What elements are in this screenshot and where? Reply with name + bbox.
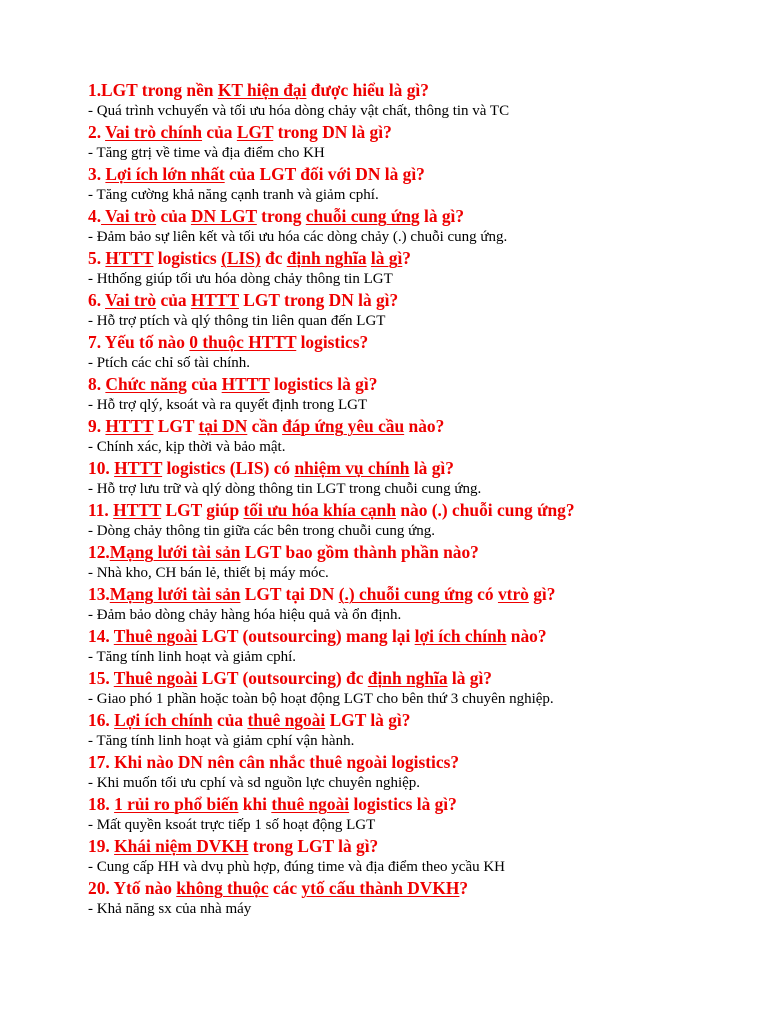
question-segment: 6.: [88, 290, 106, 310]
question: [88, 289, 728, 312]
question-underlined-segment: là gì: [370, 248, 403, 268]
question-underlined-segment: Chức năng: [105, 374, 187, 394]
question-segment: trong LGT là gì?: [248, 836, 379, 856]
answer: - Tăng gtrị về time và địa điểm cho KH: [88, 145, 325, 161]
question-underlined-segment: Thuê ngoài: [113, 626, 198, 646]
question-segment: 14.: [88, 626, 114, 646]
question: [88, 667, 728, 690]
qa-item: [88, 499, 728, 541]
question-segment: là gì?: [447, 668, 492, 688]
question-segment: 20. Ytố nào: [88, 878, 177, 898]
question-segment: logistics?: [296, 332, 369, 352]
answer: - Tăng cường khả năng cạnh tranh và giảm cphí.: [88, 187, 379, 203]
question-underlined-segment: Vai trò chính: [105, 122, 203, 142]
question-segment: của: [156, 290, 191, 310]
question: [88, 499, 728, 522]
question: [88, 79, 728, 102]
question-underlined-segment: thuê ngoài: [271, 794, 350, 814]
question-underlined-segment: HTTT: [113, 500, 162, 520]
answer: - Nhà kho, CH bán lẻ, thiết bị máy móc.: [88, 565, 329, 581]
question-underlined-segment: (.) chuỗi cung ứng: [338, 584, 473, 604]
question: [88, 415, 728, 438]
question-segment: 15.: [88, 668, 114, 688]
question: [88, 205, 728, 228]
question-underlined-segment: Vai trò: [101, 206, 157, 226]
question-segment: logistics là gì?: [349, 794, 457, 814]
answer: - Hthống giúp tối ưu hóa dòng chảy thông tin LGT: [88, 271, 393, 287]
qa-item: [88, 79, 728, 121]
question-segment: của: [202, 122, 237, 142]
qa-item: [88, 793, 728, 835]
question-underlined-segment: HTTT: [221, 374, 270, 394]
question-segment: nào?: [404, 416, 445, 436]
answer: - Chính xác, kịp thời và bảo mật.: [88, 439, 286, 455]
answer: - Hỗ trợ qlý, ksoát và ra quyết định trong LGT: [88, 397, 368, 413]
question-underlined-segment: tối ưu hóa khía cạnh: [243, 500, 396, 520]
question-segment: nào?: [506, 626, 547, 646]
qa-item: [88, 289, 728, 331]
question-segment: là gì?: [409, 458, 454, 478]
question-underlined-segment: lợi ích chính: [414, 626, 507, 646]
question-underlined-segment: Mạng lưới tài sản: [109, 584, 241, 604]
qa-item: [88, 205, 728, 247]
question: [88, 247, 728, 270]
question: [88, 793, 728, 816]
question-segment: nào (.) chuỗi cung ứng?: [396, 500, 575, 520]
qa-item: [88, 415, 728, 457]
qa-item: [88, 625, 728, 667]
question-underlined-segment: HTTT: [114, 458, 163, 478]
question-segment: 7. Yếu tố nào: [88, 332, 190, 352]
question-segment: các: [268, 878, 302, 898]
qa-item: [88, 709, 728, 751]
qa-item: [88, 877, 728, 919]
question-underlined-segment: ytố cấu thành DVKH: [301, 878, 460, 898]
question-segment: 13.: [88, 584, 110, 604]
qa-item: [88, 121, 728, 163]
question-segment: logistics là gì?: [269, 374, 378, 394]
question: [88, 121, 728, 144]
question-segment: có: [472, 584, 498, 604]
question: [88, 625, 728, 648]
qa-item: [88, 583, 728, 625]
qa-item: [88, 751, 728, 793]
answer: - Tăng tính linh hoạt và giảm cphí vận hành.: [88, 733, 355, 749]
question-underlined-segment: (LIS): [221, 248, 261, 268]
question-underlined-segment: Khái niệm DVKH: [114, 836, 249, 856]
question: [88, 583, 728, 606]
qa-list: [88, 79, 728, 919]
answer: - Giao phó 1 phần hoặc toàn bộ hoạt động LGT cho bên thứ 3 chuyên nghiệp.: [88, 691, 554, 707]
qa-item: [88, 163, 728, 205]
question-underlined-segment: vtrò: [497, 584, 529, 604]
question-segment: của LGT đối với DN là gì?: [224, 164, 425, 184]
question-underlined-segment: định nghĩa: [367, 668, 448, 688]
question: [88, 541, 728, 564]
question-segment: gì?: [528, 584, 556, 604]
question-underlined-segment: 1 rủi ro phổ biến: [114, 794, 239, 814]
question-underlined-segment: chuỗi cung ứng: [305, 206, 420, 226]
question-segment: 2.: [88, 122, 106, 142]
question: [88, 457, 728, 480]
question-segment: 11.: [88, 500, 114, 520]
question-segment: 16.: [88, 710, 115, 730]
question-underlined-segment: Lợi ích chính: [114, 710, 213, 730]
question-segment: 5.: [88, 248, 106, 268]
question-segment: 10.: [88, 458, 115, 478]
question-underlined-segment: không thuộc: [176, 878, 269, 898]
question: [88, 163, 728, 186]
question-segment: 19.: [88, 836, 115, 856]
qa-item: [88, 331, 728, 373]
answer: - Mất quyền ksoát trực tiếp 1 số hoạt động LGT: [88, 817, 376, 833]
answer: - Khi muốn tối ưu cphí và sd nguồn lực chuyên nghiệp.: [88, 775, 421, 791]
answer: - Đảm bảo dòng chảy hàng hóa hiệu quả và ổn định.: [88, 607, 402, 623]
answer: - Ptích các chỉ số tài chính.: [88, 355, 251, 371]
qa-item: [88, 247, 728, 289]
question-segment: được hiểu là gì?: [306, 80, 429, 100]
question-segment: logistics: [153, 248, 222, 268]
answer: - Dòng chảy thông tin giữa các bên trong chuỗi cung ứng.: [88, 523, 436, 539]
question-segment: 8.: [88, 374, 106, 394]
question-underlined-segment: LGT: [236, 122, 274, 142]
question-underlined-segment: DN LGT: [190, 206, 257, 226]
qa-item: [88, 835, 728, 877]
question-underlined-segment: Lợi ích lớn nhất: [105, 164, 225, 184]
question-underlined-segment: HTTT: [105, 416, 154, 436]
question: [88, 835, 728, 858]
question-segment: của: [212, 710, 248, 730]
qa-item: [88, 373, 728, 415]
question-segment: 18.: [88, 794, 115, 814]
question-segment: LGT tại DN: [240, 584, 339, 604]
question-segment: LGT là gì?: [325, 710, 411, 730]
question-underlined-segment: tại DN: [198, 416, 248, 436]
question-segment: 17. Khi nào DN nên cân nhắc thuê ngoài logistics?: [88, 752, 460, 772]
question-segment: trong DN là gì?: [273, 122, 392, 142]
question-segment: 4.: [88, 206, 102, 226]
question-segment: LGT trong DN là gì?: [238, 290, 399, 310]
answer: - Hỗ trợ ptích và qlý thông tin liên quan đến LGT: [88, 313, 386, 329]
question-segment: của: [156, 206, 191, 226]
question-underlined-segment: nhiệm vụ chính: [294, 458, 410, 478]
question-underlined-segment: đáp ứng yêu cầu: [282, 416, 405, 436]
qa-item: [88, 667, 728, 709]
question-segment: LGT: [153, 416, 199, 436]
answer: - Quá trình vchuyển và tối ưu hóa dòng chảy vật chất, thông tin và TC: [88, 103, 510, 119]
question-segment: LGT bao gồm thành phần nào?: [240, 542, 479, 562]
question-underlined-segment: HTTT: [105, 248, 154, 268]
question: [88, 877, 728, 900]
question-segment: cần: [247, 416, 283, 436]
question-segment: khi: [238, 794, 272, 814]
qa-item: [88, 541, 728, 583]
answer: - Cung cấp HH và dvụ phù hợp, đúng time và địa điểm theo ycầu KH: [88, 859, 506, 875]
question: [88, 331, 728, 354]
question-segment: 12.: [88, 542, 110, 562]
question: [88, 373, 728, 396]
answer: - Đảm bảo sự liên kết và tối ưu hóa các dòng chảy (.) chuỗi cung ứng.: [88, 229, 508, 245]
question-segment: LGT (outsourcing) đc: [197, 668, 368, 688]
answer: - Hỗ trợ lưu trữ và qlý dòng thông tin LGT trong chuỗi cung ứng.: [88, 481, 482, 497]
qa-item: [88, 457, 728, 499]
question-segment: của: [186, 374, 222, 394]
question-underlined-segment: HTTT: [190, 290, 239, 310]
question-underlined-segment: Thuê ngoài: [113, 668, 198, 688]
answer: - Tăng tính linh hoạt và giảm cphí.: [88, 649, 297, 665]
question-segment: LGT giúp: [161, 500, 244, 520]
question-segment: ?: [402, 248, 411, 268]
question-underlined-segment: Vai trò: [105, 290, 157, 310]
question-segment: LGT (outsourcing) mang lại: [197, 626, 415, 646]
question-underlined-segment: KT hiện đại: [217, 80, 307, 100]
question-underlined-segment: 0 thuộc HTTT: [189, 332, 297, 352]
question: [88, 709, 728, 732]
question-segment: là gì?: [419, 206, 465, 226]
question-underlined-segment: Mạng lưới tài sản: [109, 542, 241, 562]
question-segment: 9.: [88, 416, 106, 436]
question-segment: logistics (LIS) có: [162, 458, 295, 478]
question-segment: ?: [459, 878, 469, 898]
question: [88, 751, 728, 774]
question-segment: 3.: [88, 164, 106, 184]
question-segment: đc: [260, 248, 287, 268]
question-underlined-segment: định nghĩa: [286, 248, 367, 268]
question-segment: trong: [256, 206, 306, 226]
question-segment: 1.LGT trong nền: [88, 80, 218, 100]
answer: - Khả năng sx của nhà máy: [88, 901, 252, 917]
question-underlined-segment: thuê ngoài: [247, 710, 326, 730]
